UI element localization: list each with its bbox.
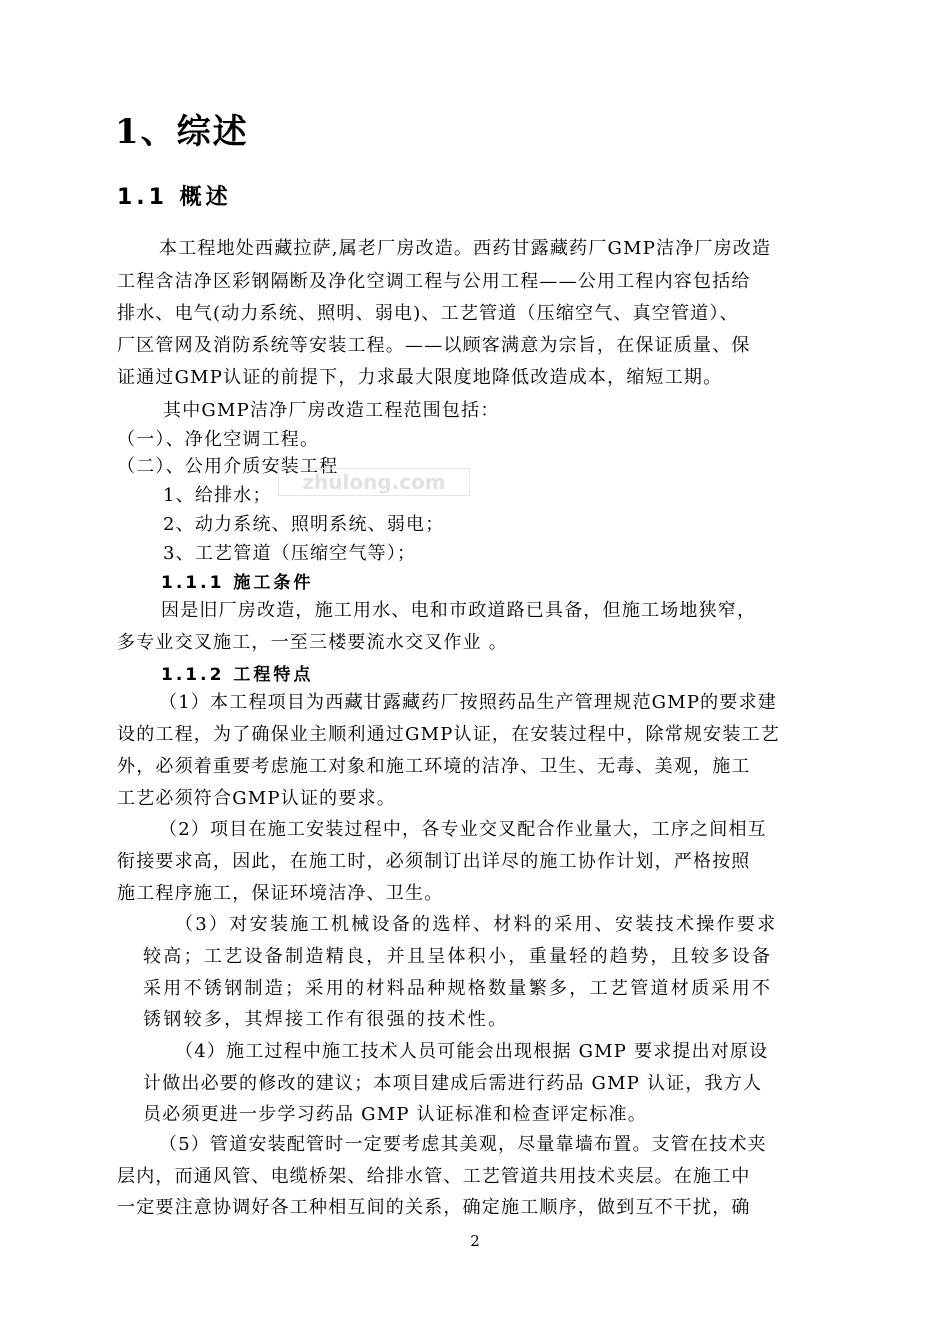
feature-p1-line: （1）本工程项目为西藏甘露藏药厂按照药品生产管理规范GMP的要求建 bbox=[159, 692, 777, 713]
feature-p2-line: 衔接要求高，因此，在施工时，必须制订出详尽的施工协作计划，严格按照 bbox=[117, 851, 751, 872]
feature-p3-line: 采用不锈钢制造；采用的材料品种规格数量繁多，工艺管道材质采用不 bbox=[143, 978, 773, 999]
sub-item: 1、给排水； bbox=[163, 485, 272, 506]
feature-p5-line: 一定要注意协调好各工种相互间的关系，确定施工顺序，做到互不干扰，确 bbox=[117, 1197, 751, 1218]
feature-p5-line: 层内，而通风管、电缆桥架、给排水管、工艺管道共用技术夹层。在施工中 bbox=[117, 1166, 751, 1187]
intro-line: 证通过GMP认证的前提下，力求最大限度地降低改造成本，缩短工期。 bbox=[117, 367, 723, 388]
feature-p1-line: 外，必须着重要考虑施工对象和施工环境的洁净、卫生、无毒、美观，施工 bbox=[117, 756, 751, 777]
feature-p1-line: 工艺必须符合GMP认证的要求。 bbox=[117, 788, 396, 809]
section-features-title: 1.1.2 工程特点 bbox=[161, 665, 314, 685]
feature-p2-line: （2）项目在施工安装过程中，各专业交叉配合作业量大，工序之间相互 bbox=[159, 819, 767, 840]
intro-line: 本工程地处西藏拉萨,属老厂房改造。西药甘露藏药厂GMP洁净厂房改造 bbox=[159, 238, 772, 259]
page-number: 2 bbox=[470, 1232, 480, 1250]
feature-p4-line: 计做出必要的修改的建议；本项目建成后需进行药品 GMP 认证，我方人 bbox=[143, 1073, 763, 1094]
scope-item: （二）、公用介质安装工程 bbox=[117, 456, 339, 477]
heading-1: 1、综述 bbox=[115, 112, 249, 152]
sub-item: 2、动力系统、照明系统、弱电； bbox=[163, 514, 445, 535]
feature-p4-line: （4）施工过程中施工技术人员可能会出现根据 GMP 要求提出对原设 bbox=[175, 1041, 769, 1062]
feature-p3-line: 较高；工艺设备制造精良，并且呈体积小，重量轻的趋势，且较多设备 bbox=[143, 946, 773, 967]
feature-p2-line: 施工程序施工，保证环境洁净、卫生。 bbox=[117, 883, 444, 904]
heading-2: 1.1 概述 bbox=[117, 185, 232, 210]
intro-line: 厂区管网及消防系统等安装工程。——以顾客满意为宗旨，在保证质量、保 bbox=[117, 335, 751, 356]
conditions-line: 多专业交叉施工，一至三楼要流水交叉作业 。 bbox=[117, 632, 508, 653]
watermark: zhulong.com bbox=[278, 468, 470, 496]
feature-p1-line: 设的工程，为了确保业主顺利通过GMP认证，在安装过程中，除常规安装工艺 bbox=[117, 724, 780, 745]
feature-p3-line: （3）对安装施工机械设备的选样、材料的采用、安装技术操作要求 bbox=[175, 914, 778, 935]
sub-item: 3、工艺管道（压缩空气等）； bbox=[163, 543, 417, 564]
intro-line: 工程含洁净区彩钢隔断及净化空调工程与公用工程——公用工程内容包括给 bbox=[117, 271, 751, 292]
intro-line: 排水、电气(动力系统、照明、弱电)、工艺管道（压缩空气、真空管道）、 bbox=[117, 303, 739, 324]
scope-item: （一）、净化空调工程。 bbox=[117, 429, 320, 450]
conditions-line: 因是旧厂房改造，施工用水、电和市政道路已具备，但施工场地狭窄， bbox=[161, 600, 757, 621]
feature-p5-line: （5）管道安装配管时一定要考虑其美观，尽量靠墙布置。支管在技术夹 bbox=[159, 1134, 767, 1155]
feature-p4-line: 员必须更进一步学习药品 GMP 认证标准和检查评定标准。 bbox=[143, 1104, 647, 1125]
scope-intro: 其中GMP洁净厂房改造工程范围包括： bbox=[163, 400, 500, 421]
feature-p3-line: 锈钢较多，其焊接工作有很强的技术性。 bbox=[143, 1009, 509, 1030]
section-conditions-title: 1.1.1 施工条件 bbox=[161, 573, 314, 593]
